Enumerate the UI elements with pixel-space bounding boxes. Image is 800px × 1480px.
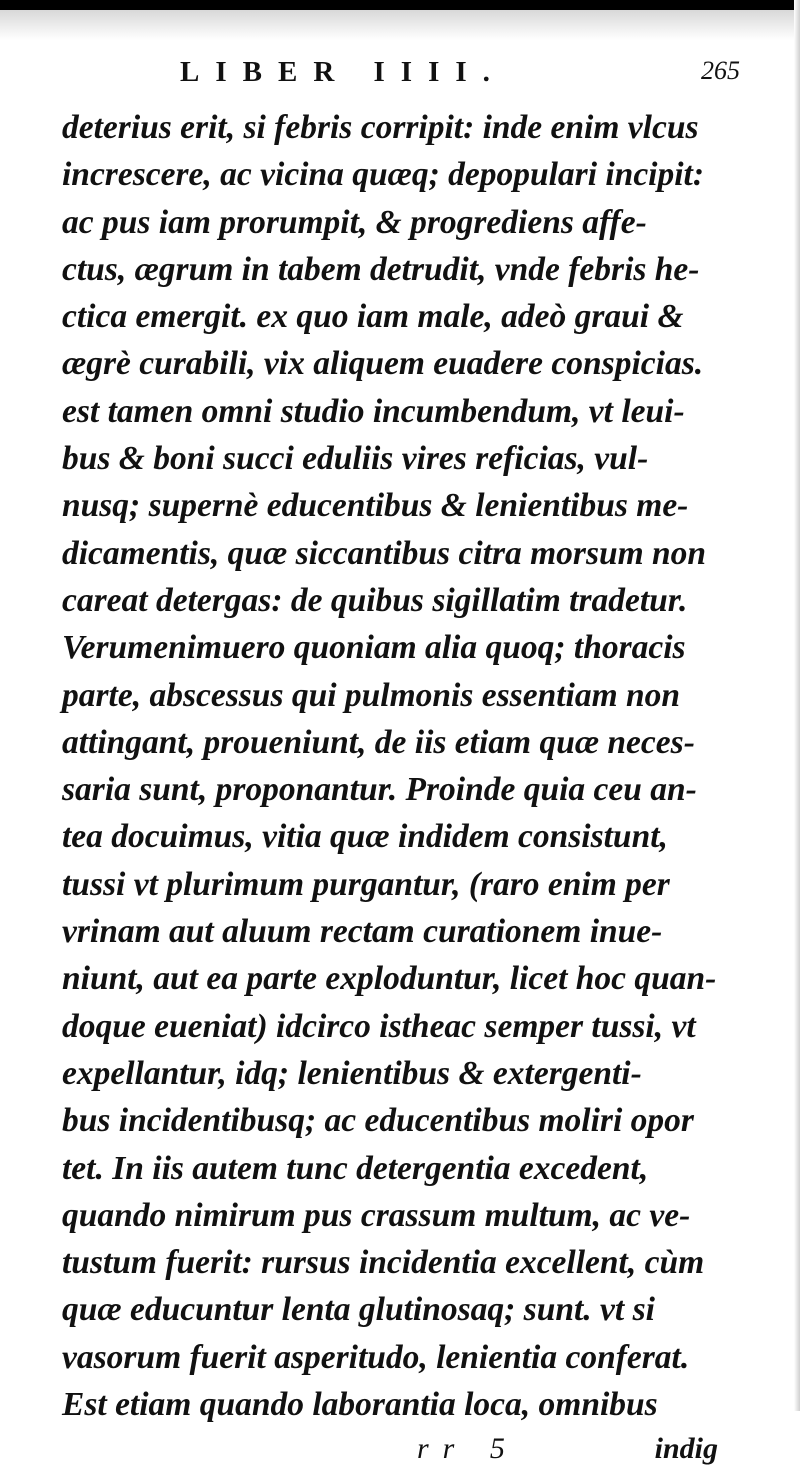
- text-line: expellantur, idq; lenientibus & extergenti-: [62, 1054, 642, 1092]
- text-line: tustum fuerit: rursus incidentia excellent, cùm: [62, 1244, 705, 1282]
- page-number: 265: [701, 56, 740, 85]
- text-line: ctica emergit. ex quo iam male, adeò graui &: [62, 298, 684, 336]
- page-header: [62, 52, 740, 104]
- text-line: bus & boni succi eduliis vires reficias, vul-: [62, 440, 649, 478]
- text-line: Verumenimuero quoniam alia quoq; thoracis: [62, 629, 686, 667]
- text-line: dicamentis, quæ siccantibus citra morsum non: [62, 534, 707, 572]
- scan-shadow-top: [0, 10, 800, 40]
- text-line: nusq; supernè educentibus & lenientibus me-: [62, 487, 689, 525]
- text-line: niunt, aut ea parte exploduntur, licet hoc quan-: [62, 960, 717, 998]
- text-line: Est etiam quando laborantia loca, omnibus: [62, 1386, 658, 1424]
- running-head: LIBER IIII.: [180, 56, 506, 88]
- text-line: quando nimirum pus crassum multum, ac ve-: [62, 1196, 691, 1234]
- text-line: increscere, ac vicina quæq; depopulari incipit:: [62, 156, 705, 194]
- text-line: parte, abscessus qui pulmonis essentiam non: [62, 676, 681, 714]
- text-line: deterius erit, si febris corripit: inde enim vlcus: [62, 109, 699, 146]
- text-line: tussi vt plurimum purgantur, (raro enim per: [62, 865, 670, 903]
- text-line: tet. In iis autem tunc detergentia excedent,: [62, 1149, 649, 1187]
- text-line: vasorum fuerit asperitudo, lenientia conferat.: [62, 1338, 690, 1376]
- text-line: vrinam aut aluum rectam curationem inue-: [62, 913, 663, 951]
- text-line: ac pus iam prorumpit, & progrediens affe-: [62, 203, 647, 241]
- catchword: indig: [654, 1432, 718, 1466]
- text-line: ægrè curabili, vix aliquem euadere conspicias.: [62, 345, 704, 383]
- text-line: tea docuimus, vitia quæ indidem consistunt,: [62, 818, 668, 856]
- text-line: saria sunt, proponantur. Proinde quia ceu an-: [62, 771, 697, 809]
- scan-shadow-right: [794, 0, 800, 1411]
- text-line: careat detergas: de quibus sigillatim tradetur.: [62, 581, 688, 619]
- text-line: attingant, proueniunt, de iis etiam quæ neces-: [62, 723, 695, 761]
- signature-mark: rr 5: [417, 1432, 519, 1466]
- text-line: ctus, ægrum in tabem detrudit, vnde febris he-: [62, 250, 700, 288]
- text-line: doque eueniat) idcirco istheac semper tussi, vt: [62, 1007, 696, 1045]
- text-line: bus incidentibusq; ac educentibus moliri opor: [62, 1102, 694, 1140]
- page-footer: [62, 1432, 718, 1480]
- page-body-text: [62, 104, 717, 1428]
- text-line: quæ educuntur lenta glutinosaq; sunt. vt si: [62, 1291, 655, 1329]
- book-page: [62, 52, 740, 1480]
- scan-border-top: [0, 0, 800, 10]
- text-line: est tamen omni studio incumbendum, vt leui-: [62, 392, 685, 430]
